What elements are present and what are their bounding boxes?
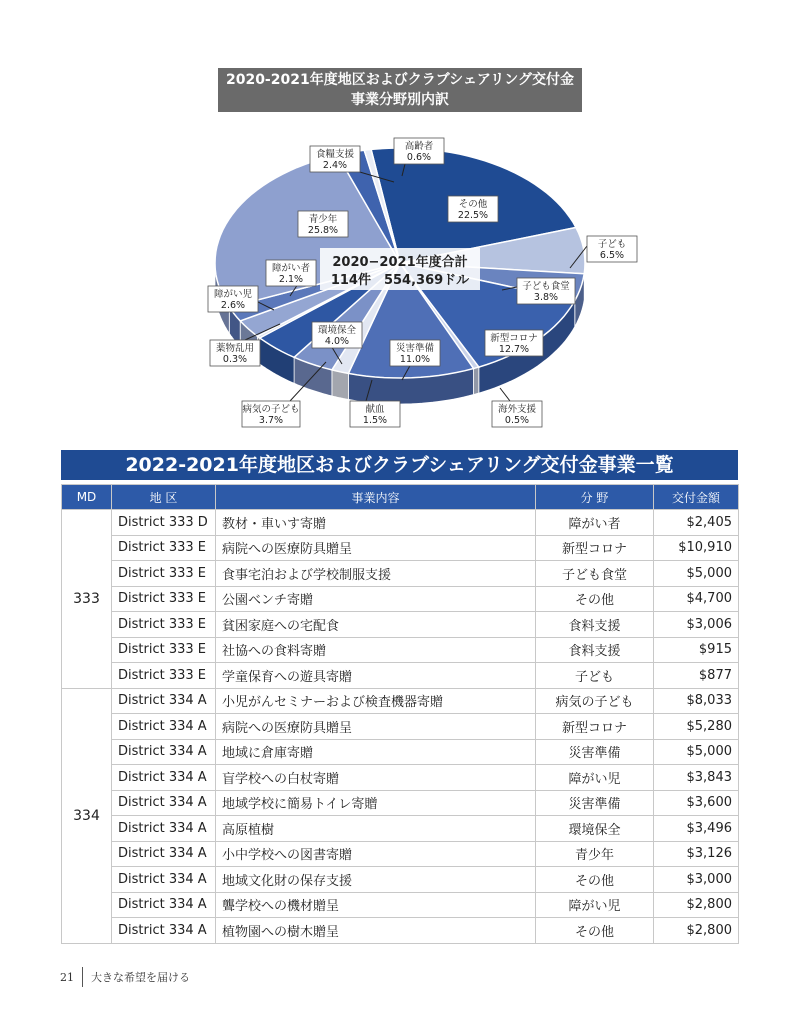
header-content: 事業内容 xyxy=(216,485,536,510)
slice-label: 高齢者 xyxy=(404,141,434,152)
table-row xyxy=(62,765,739,791)
table-header-row xyxy=(62,485,739,510)
table-row xyxy=(62,612,739,638)
amount-cell: $5,000 xyxy=(654,561,739,587)
amount-cell: $2,800 xyxy=(654,892,739,918)
district-cell: District 334 A xyxy=(112,918,216,944)
field-cell: 災害準備 xyxy=(536,790,654,816)
chart-title xyxy=(218,68,582,112)
table-row xyxy=(62,510,739,536)
projects-table xyxy=(61,484,739,944)
amount-cell: $3,006 xyxy=(654,612,739,638)
district-cell: District 334 A xyxy=(112,765,216,791)
pie-chart xyxy=(150,118,650,428)
pie-slice-side xyxy=(474,367,479,394)
slice-label: 子ども xyxy=(597,239,627,250)
slice-value-label: 2.1% xyxy=(278,274,304,285)
table-body xyxy=(62,510,739,944)
slice-value-label: 11.0% xyxy=(399,354,431,365)
table-row xyxy=(62,688,739,714)
field-cell: 病気の子ども xyxy=(536,688,654,714)
field-cell: 青少年 xyxy=(536,841,654,867)
footer-divider xyxy=(82,967,83,987)
field-cell: 障がい者 xyxy=(536,510,654,536)
district-cell: District 333 E xyxy=(112,637,216,663)
content-cell: 高原植樹 xyxy=(216,816,536,842)
slice-value-label: 3.8% xyxy=(533,292,559,303)
district-cell: District 334 A xyxy=(112,816,216,842)
amount-cell: $5,000 xyxy=(654,739,739,765)
table-row xyxy=(62,790,739,816)
footer-caption: 大きな希望を届ける xyxy=(91,971,190,984)
content-cell: 盲学校への白杖寄贈 xyxy=(216,765,536,791)
slice-label: 食糧支援 xyxy=(315,149,355,160)
slice-value-label: 0.5% xyxy=(504,415,530,426)
content-cell: 病院への医療防具贈呈 xyxy=(216,535,536,561)
field-cell: 子ども xyxy=(536,663,654,689)
md-cell: 334 xyxy=(62,688,112,943)
slice-label: 災害準備 xyxy=(395,343,435,354)
center-label-line1: 2020−2021年度合計 xyxy=(332,255,468,270)
table-row xyxy=(62,637,739,663)
content-cell: 小中学校への図書寄贈 xyxy=(216,841,536,867)
field-cell: 子ども食堂 xyxy=(536,561,654,587)
content-cell: 学童保育への遊具寄贈 xyxy=(216,663,536,689)
table-title: 2022-2021年度地区およびクラブシェアリング交付金事業一覧 xyxy=(61,450,738,480)
table-row xyxy=(62,918,739,944)
content-cell: 病院への医療防具贈呈 xyxy=(216,714,536,740)
amount-cell: $3,126 xyxy=(654,841,739,867)
field-cell: その他 xyxy=(536,867,654,893)
label-leader-line xyxy=(500,388,510,401)
content-cell: 貧困家庭への宅配食 xyxy=(216,612,536,638)
page-number: 21 xyxy=(60,970,74,984)
amount-cell: $10,910 xyxy=(654,535,739,561)
district-cell: District 333 E xyxy=(112,586,216,612)
slice-value-label: 22.5% xyxy=(457,210,489,221)
header-district: 地 区 xyxy=(112,485,216,510)
field-cell: 食料支援 xyxy=(536,637,654,663)
slice-value-label: 6.5% xyxy=(599,250,625,261)
slice-label: 障がい児 xyxy=(213,289,253,300)
field-cell: 障がい児 xyxy=(536,765,654,791)
field-cell: 新型コロナ xyxy=(536,714,654,740)
table-row xyxy=(62,867,739,893)
amount-cell: $2,800 xyxy=(654,918,739,944)
slice-value-label: 0.3% xyxy=(222,354,248,365)
field-cell: 障がい児 xyxy=(536,892,654,918)
page-footer xyxy=(60,966,190,988)
table-row xyxy=(62,535,739,561)
slice-value-label: 3.7% xyxy=(258,415,284,426)
slice-label: 海外支援 xyxy=(497,404,537,415)
slice-value-label: 25.8% xyxy=(307,225,339,236)
content-cell: 教材・車いす寄贈 xyxy=(216,510,536,536)
center-label-line2: 114件 554,369ドル xyxy=(330,273,470,288)
content-cell: 社協への食料寄贈 xyxy=(216,637,536,663)
slice-value-label: 1.5% xyxy=(362,415,388,426)
district-cell: District 334 A xyxy=(112,739,216,765)
district-cell: District 334 A xyxy=(112,714,216,740)
slice-value-label: 2.4% xyxy=(322,160,348,171)
header-amount: 交付金額 xyxy=(654,485,739,510)
chart-title-line1: 2020-2021年度地区およびクラブシェアリング交付金 xyxy=(225,72,575,88)
slice-label: 青少年 xyxy=(308,214,338,225)
slice-label: 献血 xyxy=(365,404,385,415)
content-cell: 植物園への樹木贈呈 xyxy=(216,918,536,944)
table-row xyxy=(62,841,739,867)
content-cell: 公園ベンチ寄贈 xyxy=(216,586,536,612)
field-cell: 環境保全 xyxy=(536,816,654,842)
amount-cell: $5,280 xyxy=(654,714,739,740)
content-cell: 地域学校に簡易トイレ寄贈 xyxy=(216,790,536,816)
district-cell: District 334 A xyxy=(112,867,216,893)
slice-value-label: 2.6% xyxy=(220,300,246,311)
district-cell: District 334 A xyxy=(112,790,216,816)
amount-cell: $8,033 xyxy=(654,688,739,714)
slice-label: 薬物乱用 xyxy=(215,343,255,354)
header-md: MD xyxy=(62,485,112,510)
chart-title-line2: 事業分野別内訳 xyxy=(351,92,449,108)
district-cell: District 333 E xyxy=(112,663,216,689)
slice-label: 子ども食堂 xyxy=(522,281,570,292)
table-row xyxy=(62,816,739,842)
district-cell: District 334 A xyxy=(112,688,216,714)
district-cell: District 333 D xyxy=(112,510,216,536)
amount-cell: $915 xyxy=(654,637,739,663)
table-row xyxy=(62,663,739,689)
field-cell: 食料支援 xyxy=(536,612,654,638)
amount-cell: $3,843 xyxy=(654,765,739,791)
slice-value-label: 0.6% xyxy=(406,152,432,163)
field-cell: 新型コロナ xyxy=(536,535,654,561)
district-cell: District 333 E xyxy=(112,612,216,638)
pie-slice-side xyxy=(332,370,349,400)
slice-label: その他 xyxy=(458,199,488,210)
amount-cell: $4,700 xyxy=(654,586,739,612)
content-cell: 小児がんセミナーおよび検査機器寄贈 xyxy=(216,688,536,714)
amount-cell: $2,405 xyxy=(654,510,739,536)
slice-value-label: 12.7% xyxy=(498,344,530,355)
slice-value-label: 4.0% xyxy=(324,336,350,347)
field-cell: その他 xyxy=(536,918,654,944)
district-cell: District 333 E xyxy=(112,561,216,587)
table-row xyxy=(62,561,739,587)
slice-label: 新型コロナ xyxy=(490,333,538,344)
content-cell: 地域に倉庫寄贈 xyxy=(216,739,536,765)
amount-cell: $3,496 xyxy=(654,816,739,842)
table-row xyxy=(62,586,739,612)
district-cell: District 334 A xyxy=(112,841,216,867)
field-cell: その他 xyxy=(536,586,654,612)
table-row xyxy=(62,739,739,765)
slice-label: 病気の子ども xyxy=(242,404,300,415)
slice-label: 環境保全 xyxy=(317,325,357,336)
field-cell: 災害準備 xyxy=(536,739,654,765)
table-row xyxy=(62,714,739,740)
amount-cell: $877 xyxy=(654,663,739,689)
table-row xyxy=(62,892,739,918)
amount-cell: $3,000 xyxy=(654,867,739,893)
slice-label: 障がい者 xyxy=(271,263,311,274)
content-cell: 地域文化財の保存支援 xyxy=(216,867,536,893)
content-cell: 食事宅泊および学校制服支援 xyxy=(216,561,536,587)
content-cell: 聾学校への機材贈呈 xyxy=(216,892,536,918)
district-cell: District 334 A xyxy=(112,892,216,918)
district-cell: District 333 E xyxy=(112,535,216,561)
header-field: 分 野 xyxy=(536,485,654,510)
amount-cell: $3,600 xyxy=(654,790,739,816)
md-cell: 333 xyxy=(62,510,112,689)
